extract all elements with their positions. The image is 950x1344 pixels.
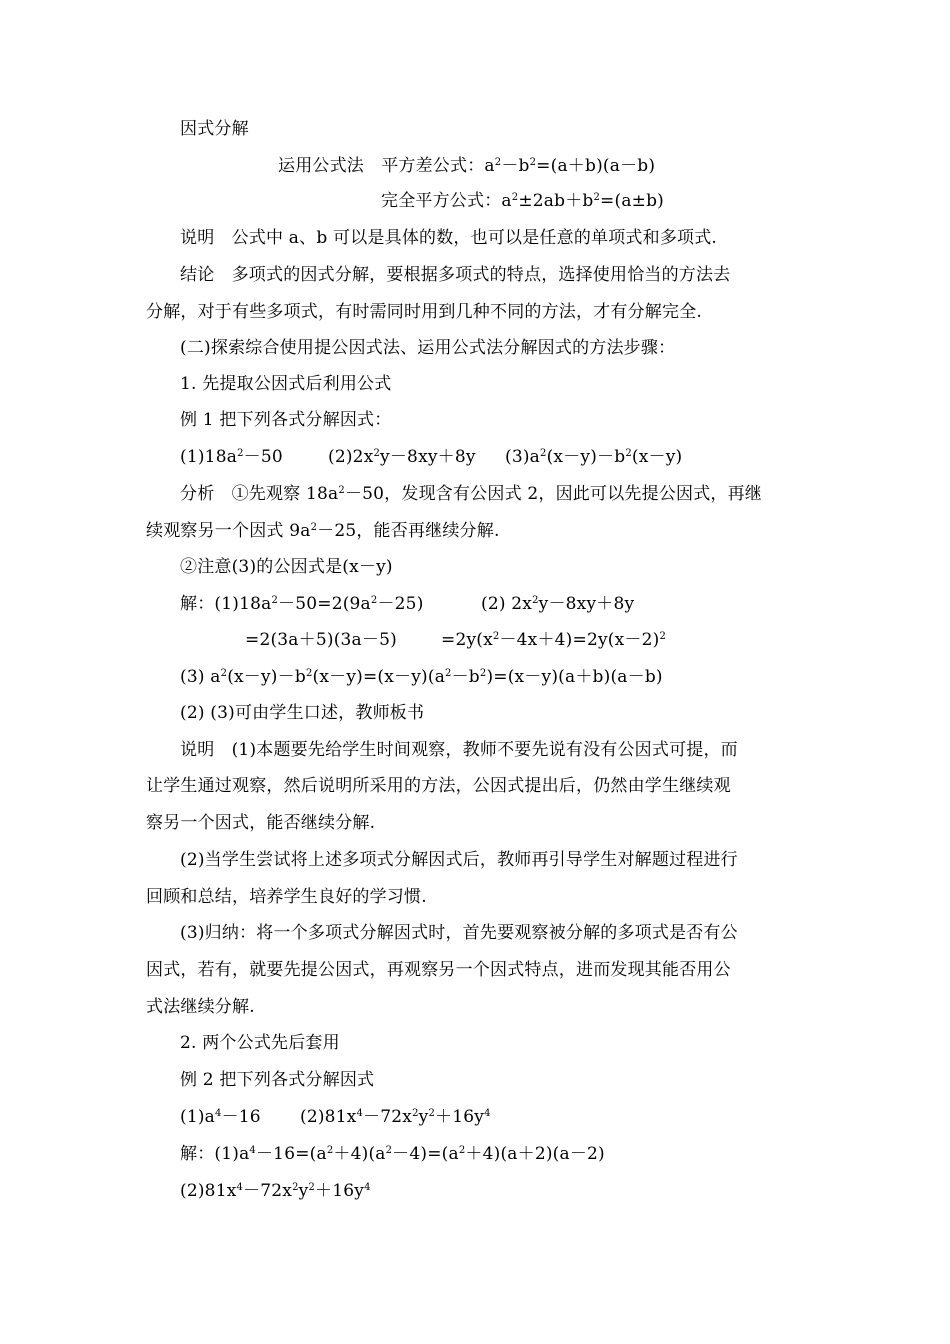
step-2-heading: 2. 两个公式先后套用 <box>180 1033 340 1053</box>
subsection-heading: (二)探索综合使用提公因式法、运用公式法分解因式的方法步骤： <box>180 338 676 358</box>
example-2-item-2: $(2)81x^4-72x^2y^2+16y^4$ <box>300 1107 491 1127</box>
conclusion-line-1: 结论 多项式的因式分解，要根据多项式的特点，选择使用恰当的方法去 <box>180 265 731 285</box>
teaching-note-2-line-2: 回顾和总结，培养学生良好的学习惯. <box>146 887 427 907</box>
conclusion-line-2: 分解，对于有些多项式，有时需同时用到几种不同的方法，才有分解完全. <box>146 302 703 322</box>
example-2-title: 例 2 把下列各式分解因式 <box>180 1070 375 1090</box>
example-2-item-1: $(1)a^4-16$ <box>180 1107 261 1127</box>
formula-perfect-square: 完全平方公式：$a^2\pm 2ab+b^2=(a\pm b)$ <box>381 191 665 211</box>
example-1-item-2: $(2)2x^2y-8xy+8y$ <box>328 447 476 467</box>
solution-1-step-1: 解：$(1)18a^2-50=2(9a^2-25)$ <box>180 594 424 614</box>
formula-difference-of-squares: 运用公式法 平方差公式：$a^2-b^2=(a+b)(a-b)$ <box>278 156 656 176</box>
solution-1-step-2: =2(3a＋5)(3a－5) <box>245 630 397 650</box>
analysis-line-1: 分析 ①先观察 $18a^2-50$，发现含有公因式 2，因此可以先提公因式，再继 <box>180 484 762 504</box>
solution-2-step-1: (2) $2x^2y-8xy+8y$ <box>481 594 635 614</box>
teaching-note-line-3: 察另一个因式，能否继续分解. <box>146 813 376 833</box>
analysis-note: ②注意(3)的公因式是(x－y) <box>180 557 393 577</box>
example-1-item-3: $(3)a^2(x-y)-b^2(x-y)$ <box>505 447 683 467</box>
summary-line-3: 式法继续分解. <box>146 997 255 1017</box>
example-1-item-1: $(1)18a^2-50$ <box>180 447 283 467</box>
step-1-heading: 1. 先提取公因式后利用公式 <box>180 374 392 394</box>
solution-2-step-2: $=2y(x^2-4x+4)=2y(x-2)^2$ <box>441 630 666 650</box>
note-paragraph: 说明 公式中 a、b 可以是具体的数，也可以是任意的单项式和多项式. <box>180 228 718 248</box>
teaching-note-line-2: 让学生通过观察，然后说明所采用的方法，公因式提出后，仍然由学生继续观 <box>146 776 731 796</box>
example-2-solution-1: 解：$(1)a^4-16=(a^2+4)(a^2-4)=(a^2+4)(a+2)(a-2)$ <box>180 1144 605 1164</box>
solution-3: (3) $a^2(x-y)-b^2(x-y)=(x-y)(a^2-b^2)=(x-y)(a+b)(a-b)$ <box>180 667 663 687</box>
oral-note: (2) (3)可由学生口述，教师板书 <box>180 703 425 723</box>
example-2-solution-2: $(2)81x^4-72x^2y^2+16y^4$ <box>180 1181 371 1201</box>
teaching-note-2-line-1: (2)当学生尝试将上述多项式分解因式后，教师再引导学生对解题过程进行 <box>180 850 738 870</box>
section-heading: 因式分解 <box>180 119 249 139</box>
teaching-note-line-1: 说明 (1)本题要先给学生时间观察，教师不要先说有没有公因式可提，而 <box>180 740 738 760</box>
summary-line-1: (3)归纳：将一个多项式分解因式时，首先要观察被分解的多项式是否有公 <box>180 923 738 943</box>
analysis-line-2: 续观察另一个因式 $9a^2-25$，能否再继续分解. <box>146 521 500 541</box>
example-1-title: 例 1 把下列各式分解因式： <box>180 410 392 430</box>
summary-line-2: 因式，若有，就要先提公因式，再观察另一个因式特点，进而发现其能否用公 <box>146 960 731 980</box>
